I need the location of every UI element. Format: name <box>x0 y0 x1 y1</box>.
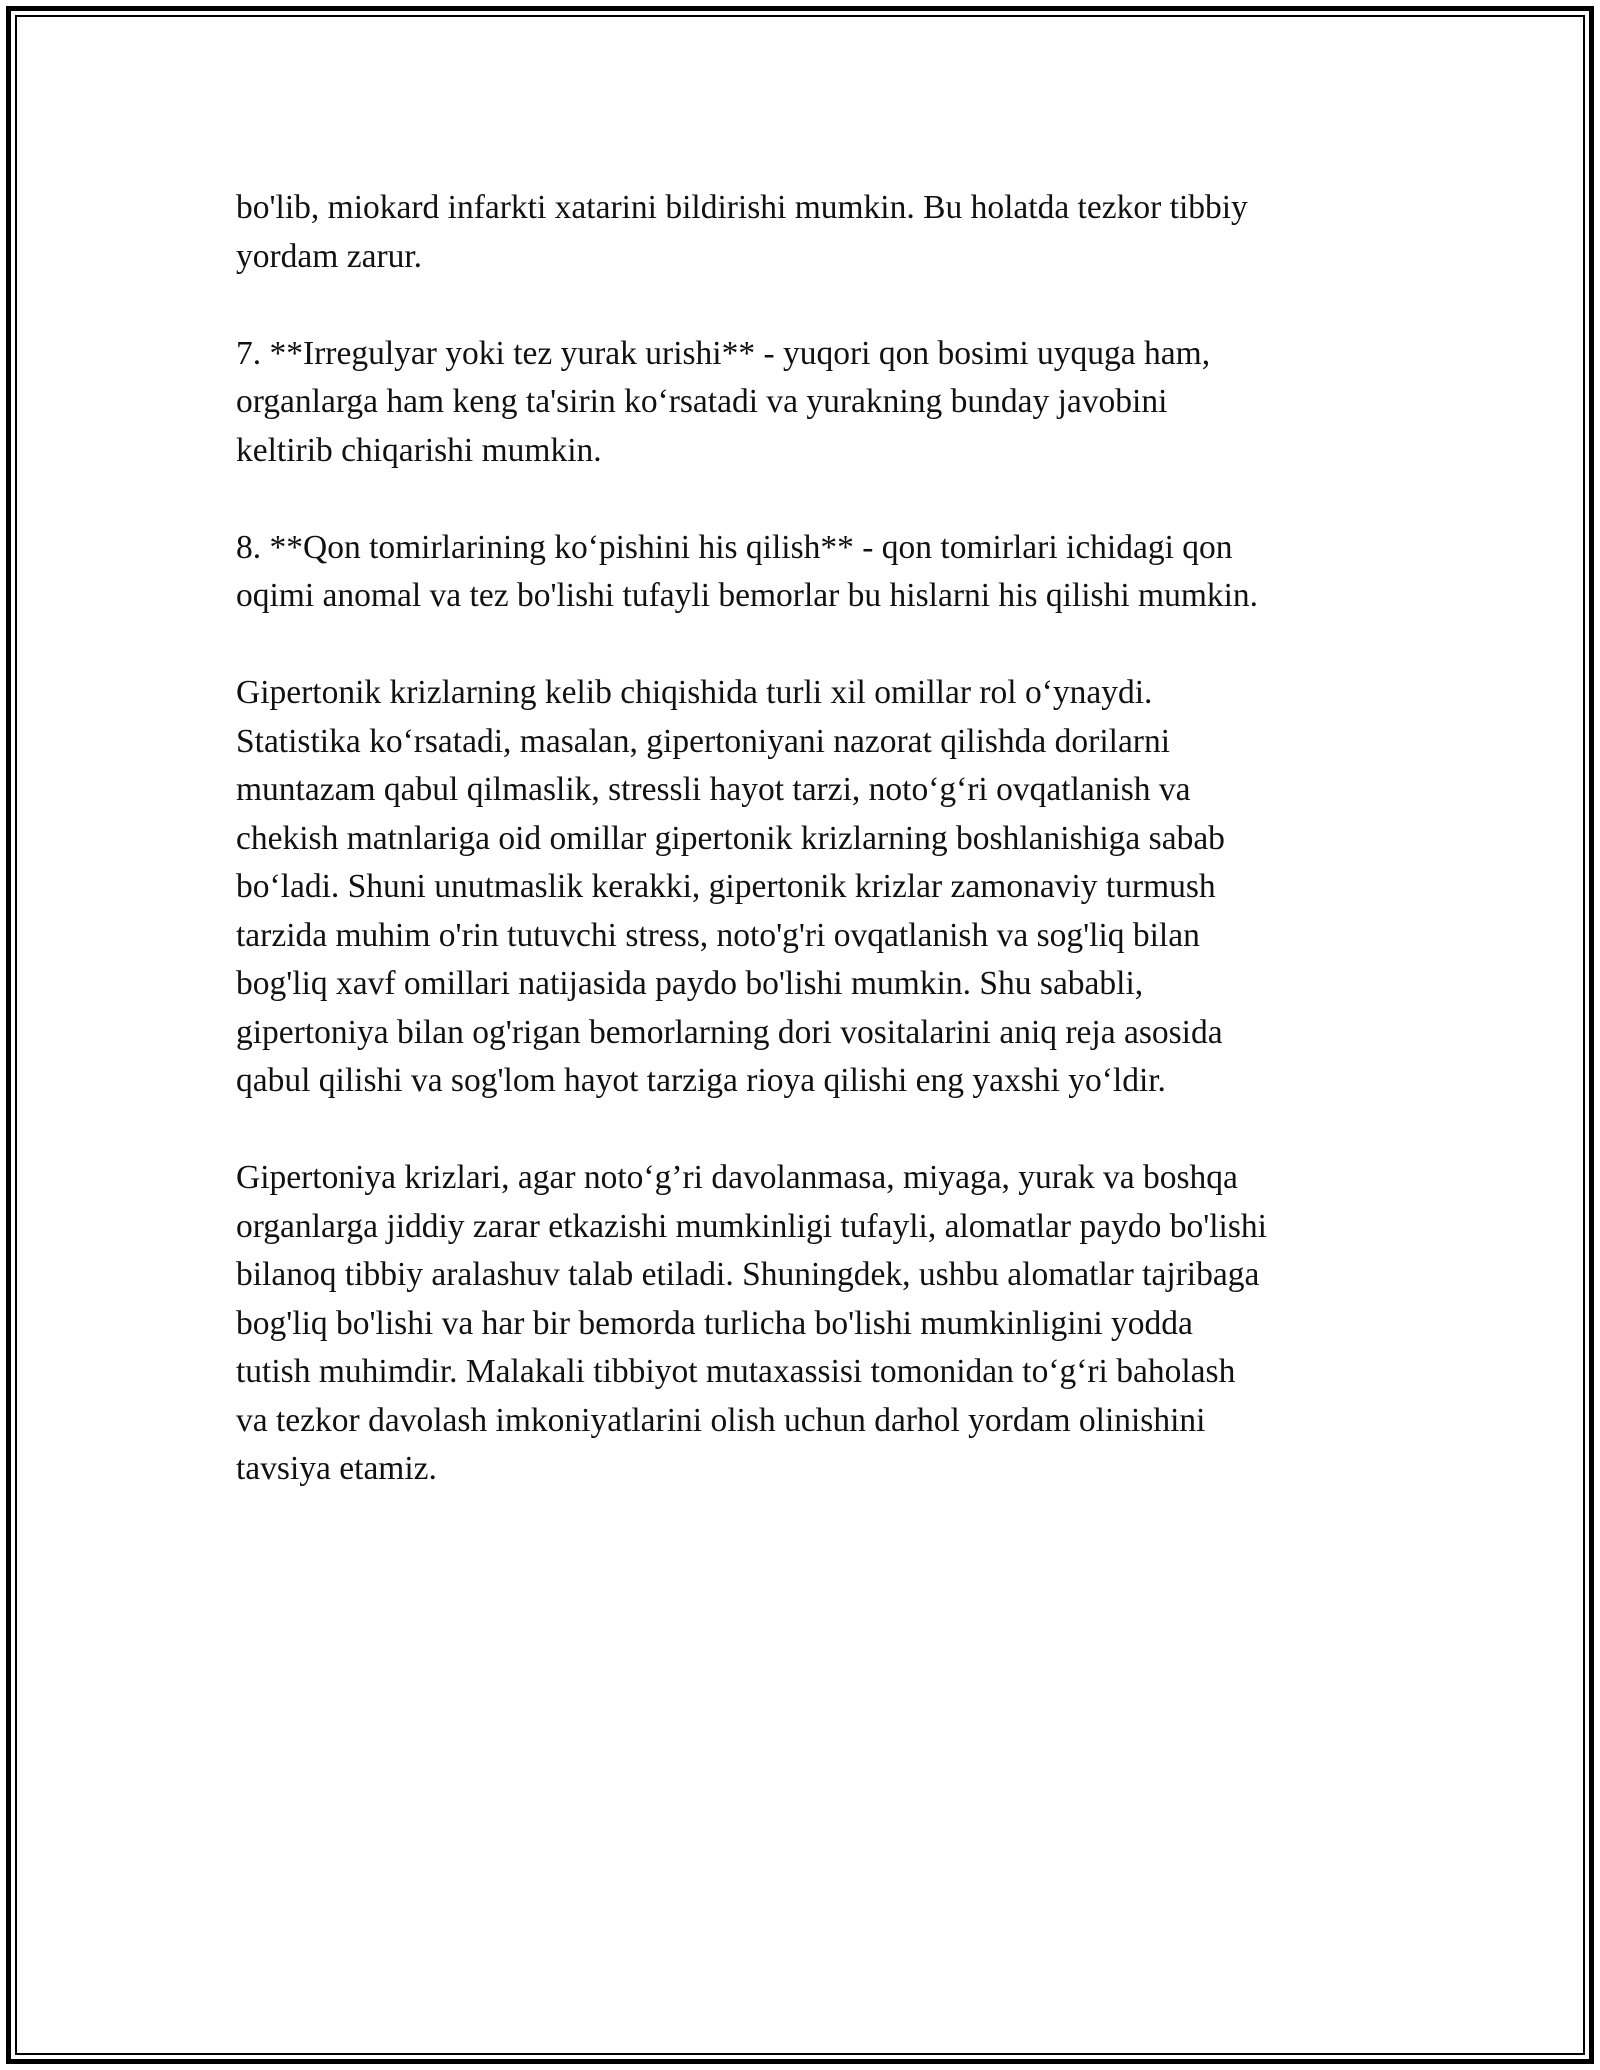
text-line: Gipertoniya krizlari, agar noto‘g’ri davolanmasa, miyaga, yurak va boshqa <box>236 1159 1238 1196</box>
text-line: muntazam qabul qilmaslik, stressli hayot tarzi, noto‘g‘ri ovqatlanish va <box>236 771 1191 808</box>
text-line: bog'liq bo'lishi va har bir bemorda turlicha bo'lishi mumkinligini yodda <box>236 1304 1193 1342</box>
text-line: tavsiya etamiz. <box>236 1450 437 1487</box>
text-line: 7. **Irregulyar yoki tez yurak urishi** - yuqori qon bosimi uyquga ham, <box>236 334 1211 372</box>
list-item-7 <box>236 330 1386 476</box>
text-line: Statistika ko‘rsatadi, masalan, gipertoniyani nazorat qilishda dorilarni <box>236 722 1171 760</box>
text-line: chekish matnlariga oid omillar gipertonik krizlarning boshlanishiga sabab <box>236 819 1225 857</box>
list-item-8 <box>236 524 1386 621</box>
text-line: bog'liq xavf omillari natijasida paydo bo'lishi mumkin. Shu sababli, <box>236 965 1144 1002</box>
text-line: gipertoniya bilan og'rigan bemorlarning dori vositalarini aniq reja asosida <box>236 1013 1223 1051</box>
text-line: Gipertonik krizlarning kelib chiqishida turli xil omillar rol o‘ynaydi. <box>236 674 1153 711</box>
text-line: organlarga ham keng ta'sirin ko‘rsatadi va yurakning bunday javobini <box>236 383 1168 420</box>
text-line: bilanoq tibbiy aralashuv talab etiladi. Shuningdek, ushbu alomatlar tajribaga <box>236 1256 1260 1293</box>
text-line: tarzida muhim o'rin tutuvchi stress, noto'g'ri ovqatlanish va sog'liq bilan <box>236 916 1200 954</box>
text-line: bo‘ladi. Shuni unutmaslik kerakki, gipertonik krizlar zamonaviy turmush <box>236 868 1216 905</box>
paragraph-conclusion <box>236 1154 1386 1494</box>
paragraph-continuation <box>236 184 1386 281</box>
text-line: qabul qilishi va sog'lom hayot tarziga rioya qilishi eng yaxshi yo‘ldir. <box>236 1062 1166 1099</box>
text-line: keltirib chiqarishi mumkin. <box>236 431 602 469</box>
text-line: organlarga jiddiy zarar etkazishi mumkinligi tufayli, alomatlar paydo bo'lishi <box>236 1207 1267 1245</box>
text-line: bo'lib, miokard infarkti xatarini bildirishi mumkin. Bu holatda tezkor tibbiy <box>236 189 1248 226</box>
text-line: yordam zarur. <box>236 237 423 275</box>
text-line: 8. **Qon tomirlarining ko‘pishini his qilish** - qon tomirlari ichidagi qon <box>236 528 1233 566</box>
text-line: oqimi anomal va tez bo'lishi tufayli bemorlar bu hislarni his qilishi mumkin. <box>236 577 1259 614</box>
paragraph-causes <box>236 669 1386 1106</box>
text-line: tutish muhimdir. Malakali tibbiyot mutaxassisi tomonidan to‘g‘ri baholash <box>236 1353 1236 1390</box>
text-line: va tezkor davolash imkoniyatlarini olish uchun darhol yordam olinishini <box>236 1401 1206 1439</box>
document-body <box>236 184 1386 1494</box>
